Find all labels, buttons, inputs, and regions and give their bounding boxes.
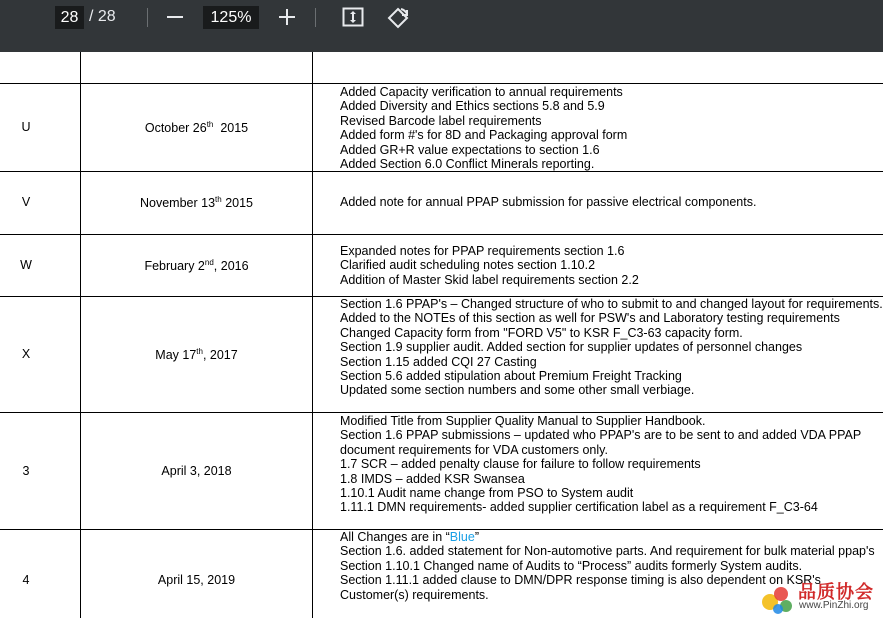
revision-date: February 2nd, 2016 bbox=[144, 258, 249, 274]
watermark-url: www.PinZhi.org bbox=[799, 600, 869, 611]
toolbar-divider bbox=[315, 8, 316, 27]
revision-notes: Section 1.6 PPAP's – Changed structure of who to submit to and changed layout for requirements. Added to the NOTEs of this section as well for PSW's and Laboratory testing requirements Changed Capacity form from "FORD V5" to KSR F_C3-63 capacity form. Section 1.9 supplier audit. Added section for supplier updates of personnel changes Section 1.15 added CQI 27 Casting Section 5.6 added stipulation about Premium Freight Tracking Updated some section numbers and some other small verbiage. bbox=[340, 297, 883, 398]
rotate-icon[interactable] bbox=[386, 6, 410, 30]
toolbar-divider bbox=[147, 8, 148, 27]
revision-notes: Added note for annual PPAP submission for passive electrical components. bbox=[340, 195, 757, 209]
revision-letter: 3 bbox=[22, 464, 30, 478]
revision-notes: All Changes are in “Blue” Section 1.6. added statement for Non-automotive parts. And requirement for bulk material ppap's Section 1.10.1 Changed name of Audits to “Process” audits formerly System audits. Section 1.11.1 added clause to DMN/DPR response timing is also dependent on KSR's Customer(s) requirements. bbox=[340, 530, 875, 602]
table-row-divider bbox=[0, 83, 883, 84]
revision-date: May 17th, 2017 bbox=[155, 347, 238, 363]
table-column-divider bbox=[312, 52, 313, 618]
revision-letter: X bbox=[21, 347, 31, 361]
zoom-level-input[interactable]: 125% bbox=[203, 6, 259, 29]
document-page bbox=[0, 52, 883, 618]
revision-notes: Expanded notes for PPAP requirements section 1.6 Clarified audit scheduling notes section 1.10.2 Addition of Master Skid label requirements section 2.2 bbox=[340, 244, 639, 287]
revision-letter: V bbox=[21, 195, 31, 209]
revision-date: October 26th 2015 bbox=[144, 120, 249, 136]
zoom-out-icon[interactable] bbox=[165, 7, 185, 27]
page-total: / 28 bbox=[89, 8, 116, 25]
revision-notes: Added Capacity verification to annual requirements Added Diversity and Ethics sections 5.8 and 5.9 Revised Barcode label requirements Added form #'s for 8D and Packaging approval form Added GR+R value expectations to section 1.6 Added Section 6.0 Conflict Minerals reporting. bbox=[340, 85, 628, 171]
revision-date: November 13th 2015 bbox=[140, 195, 253, 211]
watermark-text: 品质协会 bbox=[798, 582, 874, 603]
table-row-divider bbox=[0, 234, 883, 235]
table-column-divider bbox=[80, 52, 81, 618]
revision-letter: W bbox=[20, 258, 32, 272]
revision-date: April 3, 2018 bbox=[161, 464, 232, 478]
pdf-toolbar bbox=[0, 0, 883, 52]
revision-notes: Modified Title from Supplier Quality Manual to Supplier Handbook. Section 1.6 PPAP submissions – updated who PPAP's are to be sent to and added VDA PPAP document requirements for VDA customers only. 1.7 SCR – added penalty clause for failure to follow requirements 1.8 IMDS – added KSR Swansea 1.10.1 Audit name change from PSO to System audit 1.11.1 DMN requirements- added supplier certification label as a requirement F_C3-64 bbox=[340, 414, 862, 515]
zoom-in-icon[interactable] bbox=[277, 7, 297, 27]
revision-letter: U bbox=[21, 120, 31, 134]
revision-letter: 4 bbox=[22, 573, 30, 587]
page-number-input[interactable]: 28 bbox=[55, 6, 84, 29]
fit-page-icon[interactable] bbox=[342, 7, 364, 27]
revision-date: April 15, 2019 bbox=[157, 573, 236, 587]
table-row-divider bbox=[0, 412, 883, 413]
